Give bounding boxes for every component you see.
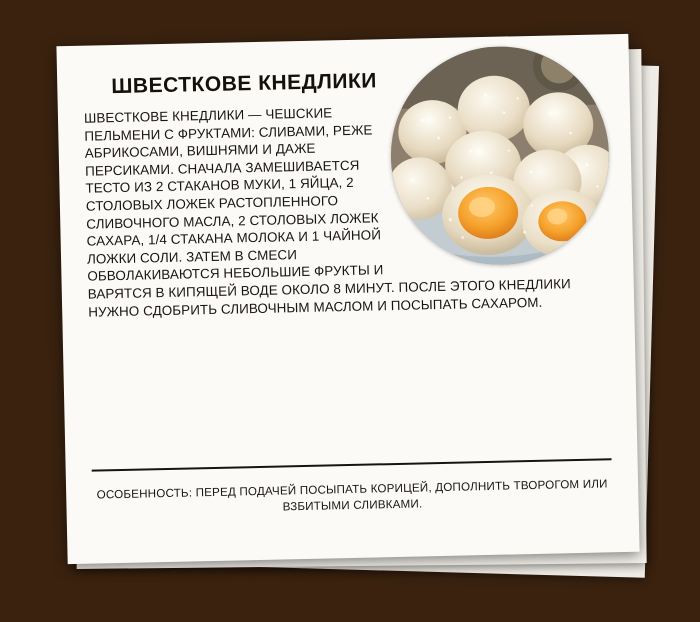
recipe-body-text: ШВЕСТКОВЕ КНЕДЛИКИ — ЧЕШСКИЕ ПЕЛЬМЕНИ С ФРУКТАМИ: СЛИВАМИ, РЕЖЕ АБРИКОСАМИ, ВИШНЯМИ И ДАЖЕ ПЕРСИКАМИ. СНАЧАЛА ЗАМЕШИВАЕТСЯ ТЕСТО ИЗ 2 СТАКАНОВ МУКИ, 1 ЯЙЦА, 2 СТОЛОВЫХ ЛОЖЕК РАСТОПЛЕННОГО СЛИВОЧНОГО МАСЛА, 2 СТОЛОВЫХ ЛОЖЕК САХАРА, 1/4 СТАКАНА МОЛОКА И 1 ЧАЙНОЙ ЛОЖКИ СОЛИ. ЗАТЕМ В СМЕСИ ОБВОЛАКИВАЮТСЯ НЕБОЛЬШИЕ ФРУКТЫ И ВАРЯТСЯ В КИПЯЩЕЙ ВОДЕ ОКОЛО 8 МИНУТ. ПОСЛЕ ЭТОГО КНЕДЛИКИ НУЖНО СДОБРИТЬ СЛИВОЧНЫМ МАСЛОМ И ПОСЫПАТЬ САХАРОМ. (83, 105, 571, 320)
recipe-card-content (56, 34, 639, 564)
recipe-footnote: ОСОБЕННОСТЬ: ПЕРЕД ПОДАЧЕЙ ПОСЫПАТЬ КОРИЦЕЙ, ДОПОЛНИТЬ ТВОРОГОМ ИЛИ ВЗБИТЫМИ СЛИВКАМИ. (96, 477, 608, 514)
footnote-divider (92, 458, 612, 471)
page-title: ШВЕСТКОВЕ КНЕДЛИКИ (111, 69, 378, 99)
recipe-card (56, 34, 639, 564)
